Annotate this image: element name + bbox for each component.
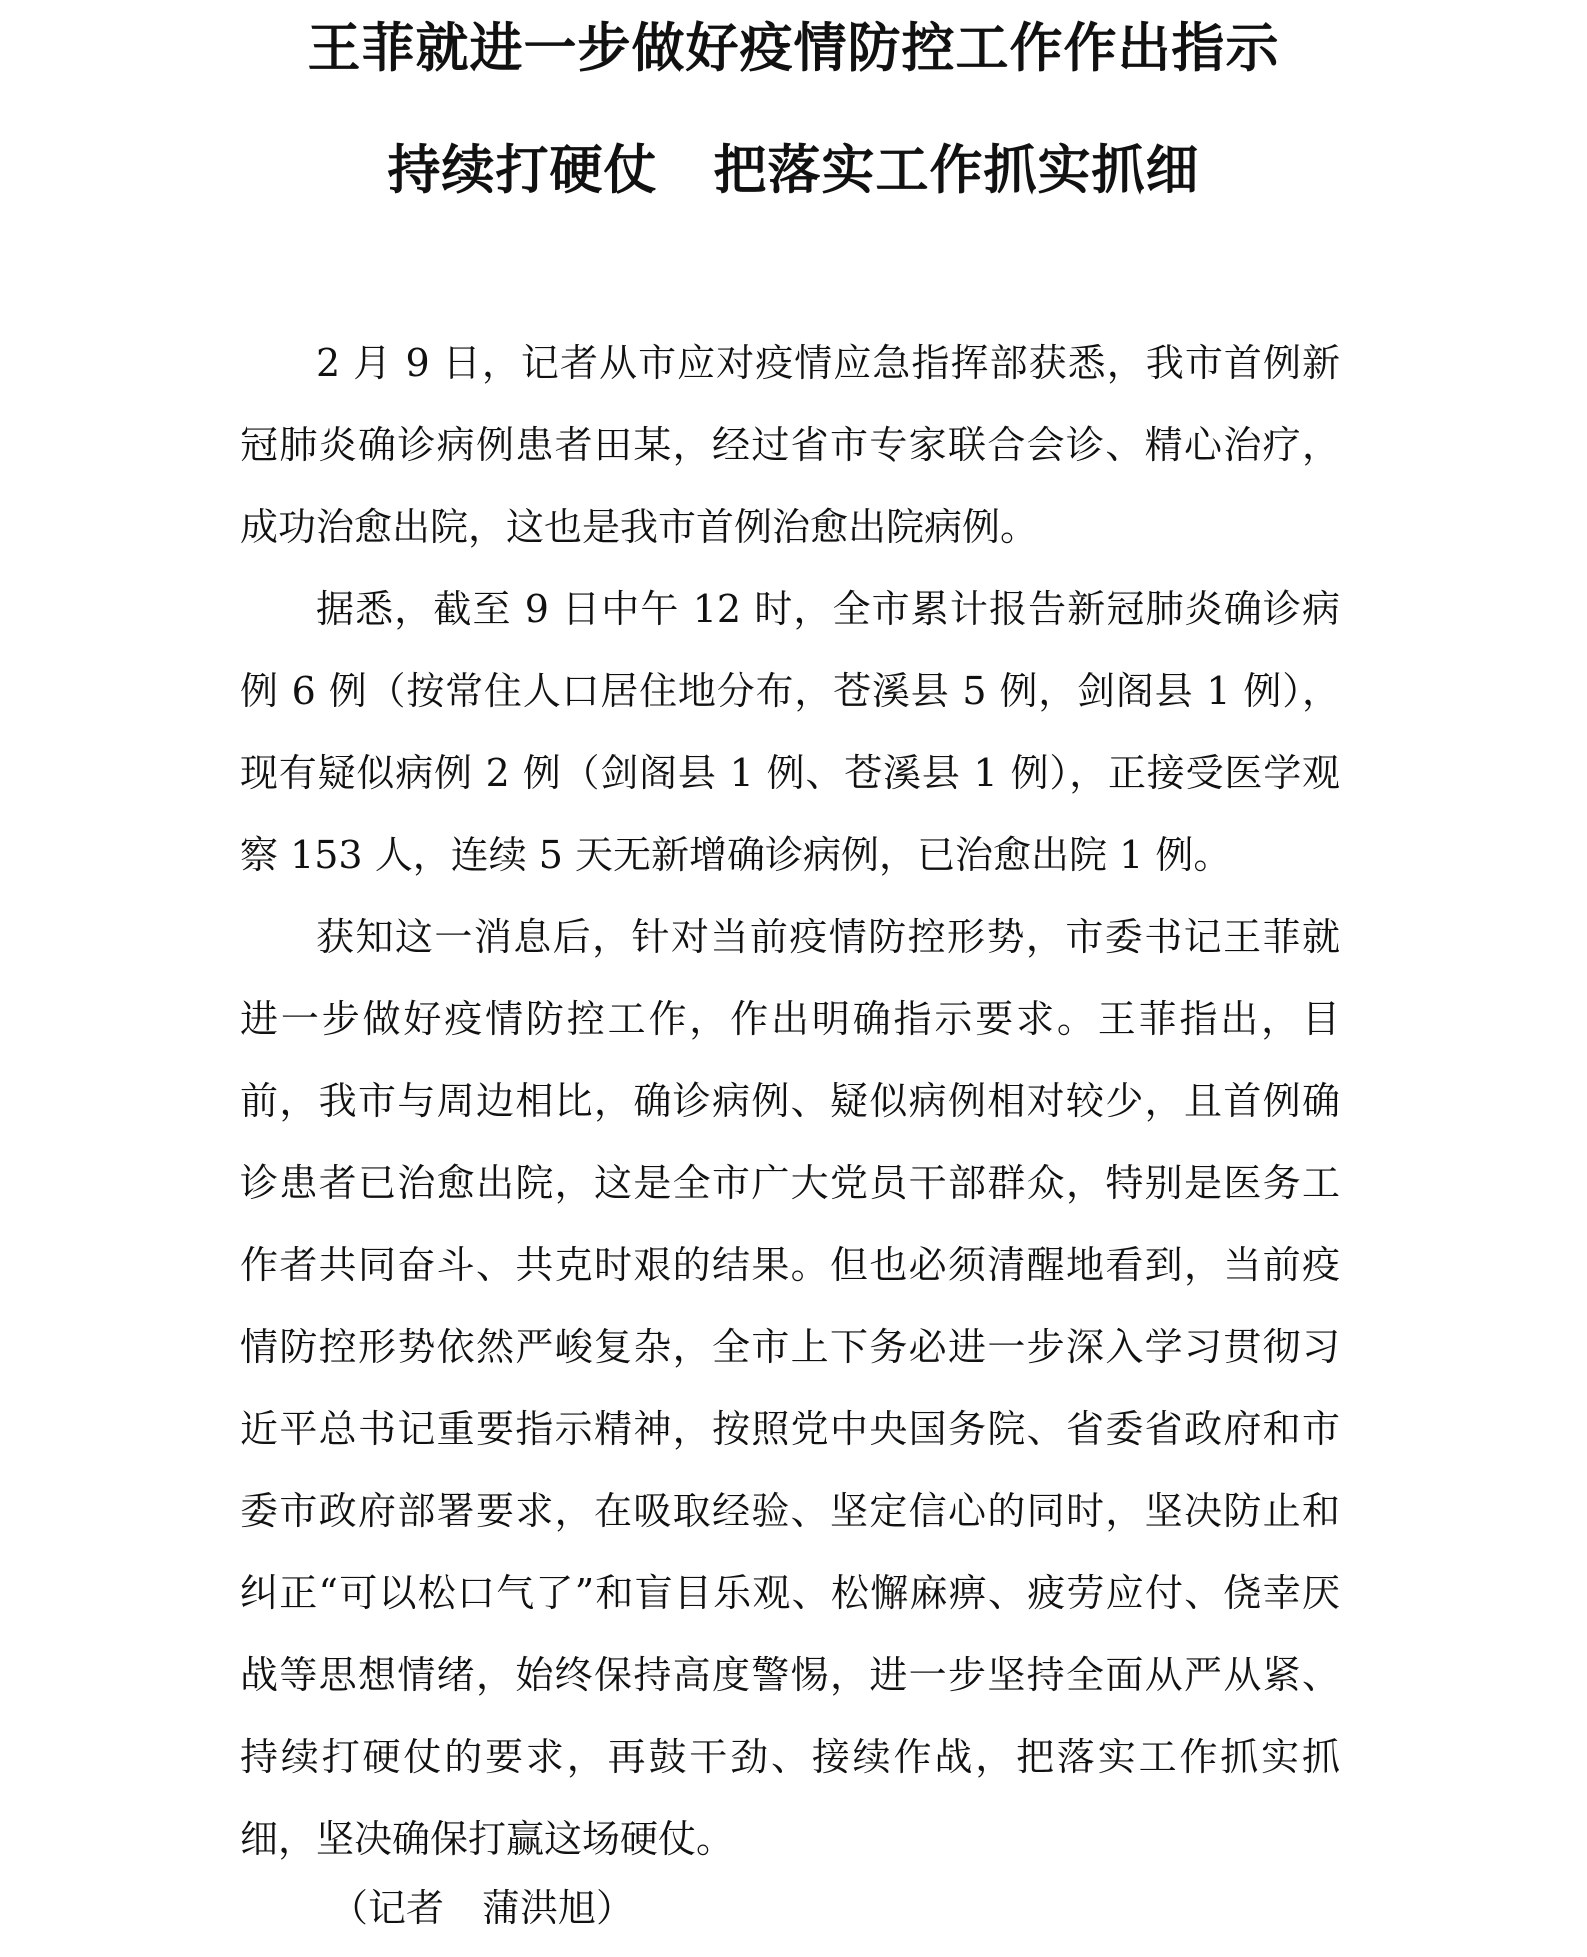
paragraph-1: 2 月 9 日，记者从市应对疫情应急指挥部获悉，我市首例新冠肺炎确诊病例患者田某，经过省市专家联合会诊、精心治疗，成功治愈出院，这也是我市首例治愈出院病例。 — [240, 341, 1340, 549]
article-body — [240, 322, 1340, 1880]
subtitle-part-2: 把落实工作抓实抓细 — [713, 139, 1200, 201]
subtitle-part-1: 持续打硬仗 — [387, 139, 658, 201]
paragraph-3: 获知这一消息后，针对当前疫情防控形势，市委书记王菲就进一步做好疫情防控工作，作出明确指示要求。王菲指出，目前，我市与周边相比，确诊病例、疑似病例相对较少，且首例确诊患者已治愈出院，这是全市广大党员干部群众，特别是医务工作者共同奋斗、共克时艰的结果。但也必须清醒地看到，当前疫情防控形势依然严峻复杂，全市上下务必进一步深入学习贯彻习近平总书记重要指示精神，按照党中央国务院、省委省政府和市委市政府部署要求，在吸取经验、坚定信心的同时，坚决防止和纠正“可以松口气了”和盲目乐观、松懈麻痹、疲劳应付、侥幸厌战等思想情绪，始终保持高度警惕，进一步坚持全面从严从紧、持续打硬仗的要求，再鼓干劲、接续作战，把落实工作抓实抓细，坚决确保打赢这场硬仗。 — [240, 915, 1340, 1861]
headline-subtitle — [0, 140, 1587, 200]
reporter-byline: （记者 蒲洪旭） — [330, 1886, 635, 1930]
paragraph-2: 据悉，截至 9 日中午 12 时，全市累计报告新冠肺炎确诊病例 6 例（按常住人口居住地分布，苍溪县 5 例，剑阁县 1 例），现有疑似病例 2 例（剑阁县 1 例、苍溪县 1 例），正接受医学观察 153 人，连续 5 天无新增确诊病例，已治愈出院 1 例。 — [240, 587, 1340, 877]
headline-title: 王菲就进一步做好疫情防控工作作出指示 — [307, 17, 1280, 79]
